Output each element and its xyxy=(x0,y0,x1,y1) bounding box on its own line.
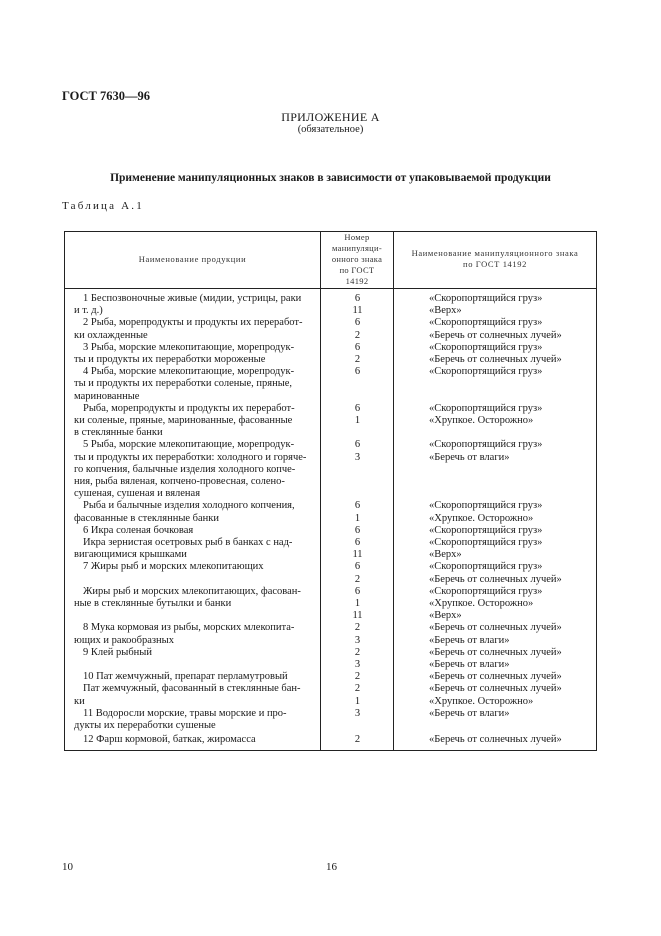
table-row xyxy=(65,622,596,634)
sign-number: 3 xyxy=(354,707,361,719)
product-name: ки соленые, пряные, маринованные, фасованные xyxy=(74,415,293,426)
table-row xyxy=(65,647,596,659)
table-row xyxy=(65,403,596,415)
sign-number: 6 xyxy=(354,524,361,536)
sign-number: 6 xyxy=(354,585,361,597)
sign-number: 6 xyxy=(354,402,361,414)
sign-name: «Беречь от солнечных лучей» xyxy=(429,683,562,695)
sign-number: 1 xyxy=(354,415,361,426)
table-row xyxy=(65,488,596,500)
product-name: ющих и ракообразных xyxy=(74,634,174,646)
table-row xyxy=(65,513,596,525)
sign-name: «Хрупкое. Осторожно» xyxy=(429,415,534,426)
table-row xyxy=(65,293,596,305)
sign-name: «Хрупкое. Осторожно» xyxy=(429,512,534,524)
sign-number: 3 xyxy=(354,451,361,463)
page-number-left: 10 xyxy=(62,861,73,873)
sign-number: 11 xyxy=(352,610,363,622)
table-row xyxy=(65,720,596,732)
header-line: Наименование манипуляционного знака xyxy=(411,248,579,258)
sign-name: «Беречь от влаги» xyxy=(429,659,510,670)
product-name: ные в стеклянные бутылки и банки xyxy=(74,598,232,609)
product-name: ты и продукты их переработки: холодного и горяче- xyxy=(74,451,307,463)
product-name: в стеклянные банки xyxy=(74,427,163,439)
sign-name: «Скоропортящийся груз» xyxy=(429,293,543,304)
table-row xyxy=(65,391,596,403)
sign-name: «Беречь от влаги» xyxy=(429,634,510,646)
product-name: 3 Рыба, морские млекопитающие, морепродук- xyxy=(83,341,295,353)
product-name: 8 Мука кормовая из рыбы, морских млекопита- xyxy=(83,622,295,634)
sign-name: «Беречь от солнечных лучей» xyxy=(429,671,562,683)
table-row xyxy=(65,683,596,695)
sign-name: «Беречь от влаги» xyxy=(429,707,510,719)
signs-table xyxy=(64,231,597,751)
table-label: Таблица А.1 xyxy=(62,200,144,212)
table-row xyxy=(65,317,596,329)
product-name: 12 Фарш кормовой, баткак, жиромасса xyxy=(83,734,256,746)
table-row xyxy=(65,476,596,488)
sign-name: «Скоропортящийся груз» xyxy=(429,317,543,329)
sign-number: 3 xyxy=(354,634,361,646)
product-name: Икра зернистая осетровых рыб в банках с над- xyxy=(83,537,293,548)
sign-name: «Беречь от солнечных лучей» xyxy=(429,646,562,658)
product-name: сушеная, сушеная и вяленая xyxy=(74,488,201,500)
table-row xyxy=(65,671,596,683)
sign-number: 2 xyxy=(354,734,361,746)
table-row xyxy=(65,659,596,671)
table-row xyxy=(65,305,596,317)
sign-number: 6 xyxy=(354,293,361,304)
table-row xyxy=(65,525,596,537)
sign-name: «Скоропортящийся груз» xyxy=(429,439,543,451)
sign-name: «Беречь от солнечных лучей» xyxy=(429,622,562,634)
table-row xyxy=(65,598,596,610)
table-row xyxy=(65,574,596,586)
table-row xyxy=(65,427,596,439)
table-row xyxy=(65,561,596,573)
table-row xyxy=(65,696,596,708)
table-row xyxy=(65,586,596,598)
product-name: ки охлажденные xyxy=(74,329,148,341)
sign-number: 2 xyxy=(354,573,361,585)
header-sign-name xyxy=(395,248,595,270)
product-name: фасованные в стеклянные банки xyxy=(74,512,220,524)
header-line: Номер xyxy=(344,232,370,242)
appendix-title: ПРИЛОЖЕНИЕ А xyxy=(281,110,380,124)
appendix-subtitle: (обязательное) xyxy=(297,124,364,135)
sign-name: «Беречь от солнечных лучей» xyxy=(429,354,562,365)
table-row xyxy=(65,378,596,390)
sign-name: «Скоропортящийся груз» xyxy=(429,524,543,536)
header-line: 14192 xyxy=(345,276,369,286)
sign-name: «Скоропортящийся груз» xyxy=(429,537,543,548)
sign-number: 2 xyxy=(354,671,361,683)
header-line: по ГОСТ 14192 xyxy=(463,259,527,269)
product-name: 11 Водоросли морские, травы морские и про- xyxy=(83,707,287,719)
sign-name: «Верх» xyxy=(429,549,462,561)
sign-name: «Беречь от влаги» xyxy=(429,451,510,463)
sign-name: «Скоропортящийся груз» xyxy=(429,500,543,512)
product-name: Рыба и балычные изделия холодного копчения, xyxy=(83,500,295,512)
sign-number: 11 xyxy=(352,549,363,561)
header-line: по ГОСТ xyxy=(339,265,375,275)
table-row xyxy=(65,415,596,427)
sign-number: 11 xyxy=(352,305,363,317)
sign-name: «Верх» xyxy=(429,610,462,622)
product-name: 4 Рыба, морские млекопитающие, морепродук- xyxy=(83,366,295,378)
product-name: го копчения, балычные изделия холодного копче- xyxy=(74,463,296,475)
sign-name: «Скоропортящийся груз» xyxy=(429,402,543,414)
sign-number: 6 xyxy=(354,500,361,512)
product-name: и т. д.) xyxy=(74,305,103,317)
sign-name: «Беречь от солнечных лучей» xyxy=(429,573,562,585)
sign-name: «Хрупкое. Осторожно» xyxy=(429,695,534,707)
product-name: Жиры рыб и морских млекопитающих, фасован- xyxy=(83,585,301,597)
table-row xyxy=(65,464,596,476)
header-product-name: Наименование продукции xyxy=(138,254,247,264)
product-name: дукты их переработки сушеные xyxy=(74,720,216,731)
table-row xyxy=(65,342,596,354)
product-name: 5 Рыба, морские млекопитающие, морепродук- xyxy=(83,439,295,451)
table-row xyxy=(65,708,596,720)
sign-number: 6 xyxy=(354,341,361,353)
sign-number: 2 xyxy=(354,683,361,695)
section-heading: Применение манипуляционных знаков в зависимости от упаковываемой продукции xyxy=(110,172,551,184)
product-name: Пат жемчужный, фасованный в стеклянные бан- xyxy=(83,683,301,695)
product-name: ки xyxy=(74,695,85,707)
sign-number: 2 xyxy=(354,354,361,365)
table-row xyxy=(65,500,596,512)
product-name: Рыба, морепродукты и продукты их переработ- xyxy=(83,402,295,414)
sign-number: 2 xyxy=(354,646,361,658)
header-line: манипуляци- xyxy=(332,243,382,253)
sign-number: 6 xyxy=(354,317,361,329)
product-name: вигающимися крышками xyxy=(74,549,187,561)
sign-number: 6 xyxy=(354,537,361,548)
product-name: 10 Пат жемчужный, препарат перламутровый xyxy=(83,671,288,683)
sign-number: 2 xyxy=(354,329,361,341)
sign-number: 1 xyxy=(354,598,361,609)
product-name: 1 Беспозвоночные живые (мидии, устрицы, раки xyxy=(83,293,302,304)
sign-name: «Скоропортящийся груз» xyxy=(429,366,543,378)
table-row xyxy=(65,354,596,366)
sign-name: «Беречь от солнечных лучей» xyxy=(429,329,562,341)
sign-number: 1 xyxy=(354,695,361,707)
table-row xyxy=(65,734,596,746)
table-row xyxy=(65,366,596,378)
sign-name: «Скоропортящийся груз» xyxy=(429,585,543,597)
table-row xyxy=(65,635,596,647)
sign-name: «Скоропортящийся груз» xyxy=(429,561,543,573)
product-name: 2 Рыба, морепродукты и продукты их переработ- xyxy=(83,317,303,329)
sign-number: 1 xyxy=(354,512,361,524)
sign-name: «Хрупкое. Осторожно» xyxy=(429,598,534,609)
sign-number: 3 xyxy=(354,659,361,670)
product-name: 9 Клей рыбный xyxy=(83,646,152,658)
product-name: 7 Жиры рыб и морских млекопитающих xyxy=(83,561,264,573)
table-row xyxy=(65,549,596,561)
header-divider xyxy=(65,288,596,289)
sign-number: 6 xyxy=(354,561,361,573)
product-name: ния, рыба вяленая, копчено-провесная, солено- xyxy=(74,476,285,487)
sign-name: «Беречь от солнечных лучей» xyxy=(429,734,562,746)
product-name: 6 Икра соленая бочковая xyxy=(83,524,194,536)
table-row xyxy=(65,537,596,549)
sign-name: «Верх» xyxy=(429,305,462,317)
table-row xyxy=(65,452,596,464)
table-row xyxy=(65,610,596,622)
product-name: маринованные xyxy=(74,390,140,402)
product-name: ты и продукты их переработки мороженые xyxy=(74,354,266,365)
table-row xyxy=(65,439,596,451)
document-code: ГОСТ 7630—96 xyxy=(62,89,151,103)
product-name: ты и продукты их переработки соленые, пряные, xyxy=(74,378,293,390)
table-row xyxy=(65,330,596,342)
sign-name: «Скоропортящийся груз» xyxy=(429,341,543,353)
header-line: онного знака xyxy=(331,254,383,264)
sign-number: 6 xyxy=(354,439,361,451)
header-sign-number xyxy=(321,232,393,287)
page-number-center: 16 xyxy=(326,861,337,873)
sign-number: 6 xyxy=(354,366,361,378)
sign-number: 2 xyxy=(354,622,361,634)
